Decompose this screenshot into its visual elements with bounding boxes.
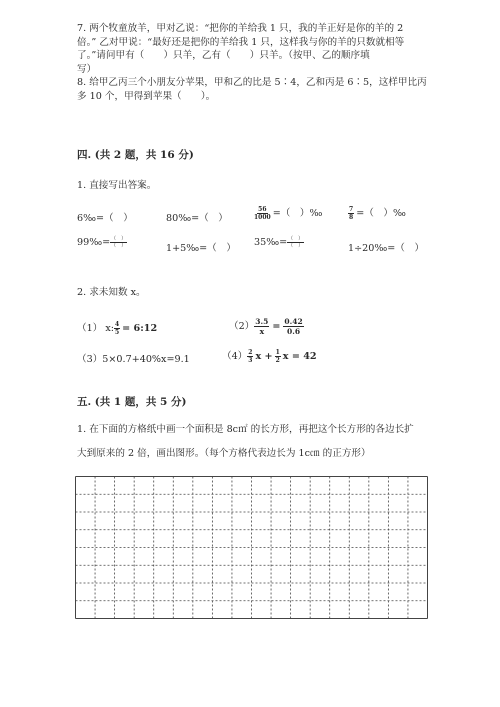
- question-8-line-2: 多 10 个，甲得到苹果（ ）。: [77, 90, 216, 102]
- section-5-title: 五. (共 1 题，共 5 分): [77, 396, 187, 408]
- grid-paper[interactable]: [75, 476, 428, 620]
- fraction-4-5: $\frac{4}{5}$: [114, 321, 120, 336]
- equation-1: （1） x: $\frac{4}{5}$ = 6:12: [77, 321, 158, 336]
- equation-2: （2） $\frac{3.5}{x}$ = $\frac{0.42}{0.6}$: [229, 317, 303, 336]
- question-7-line-2: 倍。” 乙对甲说：“最好还是把你的羊给我 1 只，这样我与你的羊的只数就相等: [77, 36, 405, 48]
- fraction-1-2: $\frac{1}{2}$: [275, 349, 280, 364]
- section-5-question-1-line-2: 大到原来的 2 倍，画出图形。（每个方格代表边长为 1c㎝ 的正方形）: [77, 448, 371, 459]
- question-7: [77, 22, 425, 76]
- fraction-2-3: $\frac{2}{3}$: [248, 349, 253, 364]
- fraction-0.42-0.6: $\frac{0.42}{0.6}$: [284, 317, 303, 336]
- equation-3: （3）5×0.7+40%x=9.1: [77, 354, 190, 365]
- fraction-blank: $\frac{( )}{( )}$: [288, 236, 304, 249]
- item-1-div-20-permille: 1÷20‰=（ ）: [348, 243, 425, 254]
- question-7-line-4: 写）: [77, 63, 97, 75]
- question-7-line-3: 了。”请问甲有（ ）只羊，乙有（ ）只羊。（按甲、乙的顺序填: [77, 50, 370, 61]
- item-99-permille: 99‰= $\frac{( )}{( )}$: [77, 236, 127, 249]
- equation-4: （4） $\frac{2}{3}$ x + $\frac{1}{2}$ x = 42: [222, 349, 317, 364]
- section-4-title: 四. (共 2 题，共 16 分): [77, 149, 194, 161]
- fraction-3.5-x: $\frac{3.5}{x}$: [255, 317, 269, 336]
- item-1-plus-5-permille: 1+5‰=（ ）: [166, 243, 236, 254]
- question-8-line-1: 8. 给甲乙丙三个小朋友分苹果，甲和乙的比是 5∶4，乙和丙是 6∶5，这样甲比丙: [77, 77, 427, 88]
- section-5-question-1-line-1: 1. 在下面的方格纸中画一个面积是 8c㎡ 的长方形，再把这个长方形的各边长扩: [77, 424, 414, 435]
- item-56-over-1000: $\frac{56}{1000}$ =（ ）‰: [254, 206, 323, 221]
- fraction-blank: $\frac{( )}{( )}$: [111, 236, 127, 249]
- item-7-over-8: $\frac{7}{8}$ =（ ）‰: [349, 206, 406, 221]
- item-6-permille: 6‰=（ ）: [77, 213, 133, 224]
- question-8: [77, 76, 425, 103]
- section-4-question-1-title: 1. 直接写出答案。: [77, 180, 157, 191]
- item-35-permille: 35‰= $\frac{( )}{( )}$: [254, 236, 304, 249]
- fraction-7-8: $\frac{7}{8}$: [349, 206, 354, 221]
- fraction-56-1000: $\frac{56}{1000}$: [254, 206, 271, 221]
- question-7-line-1: 7. 两个牧童放羊，甲对乙说：“把你的羊给我 1 只，我的羊正好是你的羊的 2: [77, 23, 404, 34]
- section-4-question-2-title: 2. 求未知数 x。: [77, 287, 146, 298]
- item-80-permille: 80‰=（ ）: [166, 213, 228, 224]
